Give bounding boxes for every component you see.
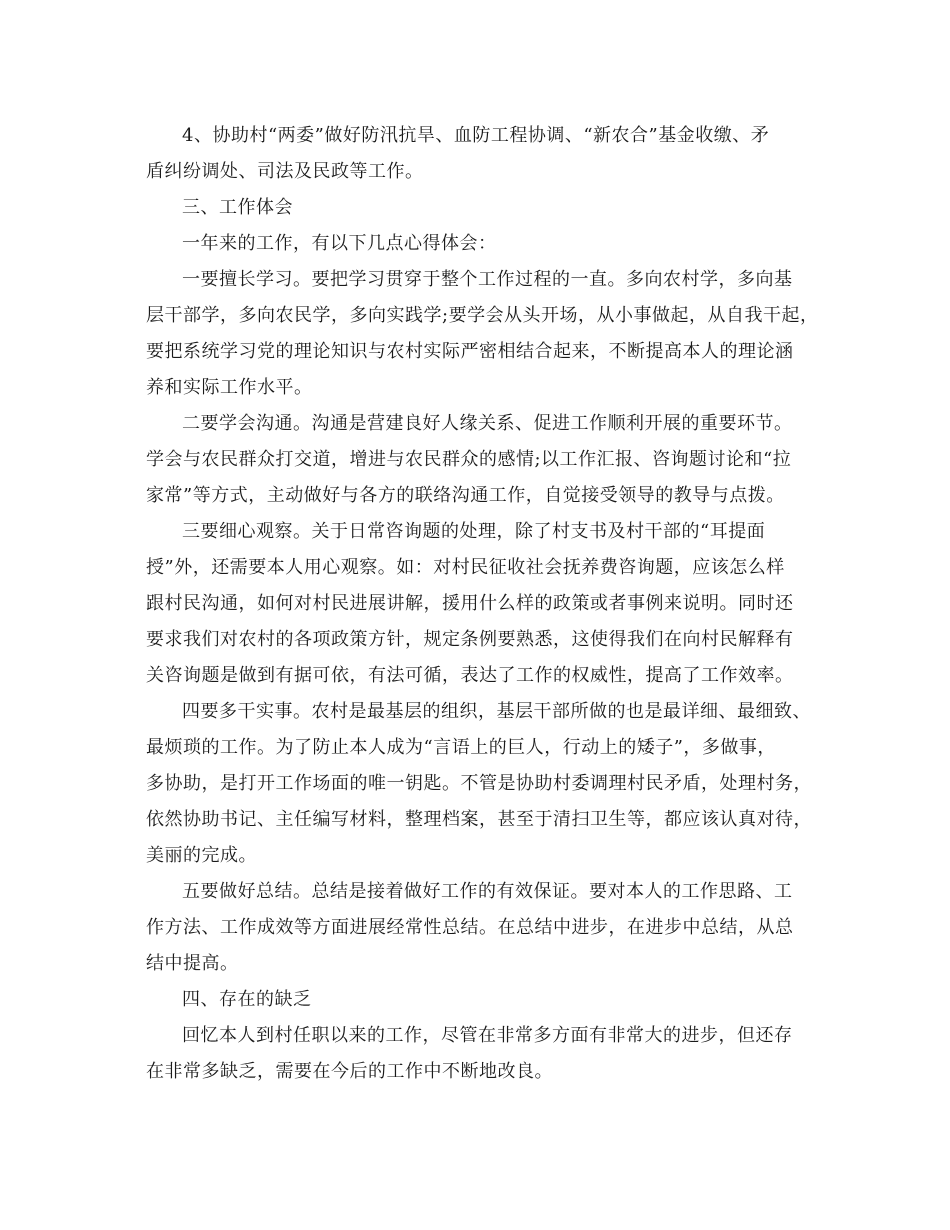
text-line: 要求我们对农村的各项政策方针，规定条例要熟悉，这使得我们在向村民解释有 bbox=[146, 629, 794, 650]
text-line: 授”外，还需要本人用心观察。如：对村民征收社会抚养费咨询题，应该怎么样 bbox=[146, 557, 785, 578]
text-line: 学会与农民群众打交道，增进与农民群众的感情;以工作汇报、咨询题讨论和“拉 bbox=[146, 449, 792, 470]
text-line: 结中提高。 bbox=[146, 953, 239, 974]
text-line: 盾纠纷调处、司法及民政等工作。 bbox=[146, 161, 424, 182]
text-line: 多协助，是打开工作场面的唯一钥匙。不管是协助村委调理村民矛盾，处理村务， bbox=[146, 773, 812, 794]
text-line: 层干部学，多向农民学，多向实践学;要学会从头开场，从小事做起，从自我干起， bbox=[146, 305, 819, 326]
text-line: 家常”等方式，主动做好与各方的联络沟通工作，自觉接受领导的教导与点拨。 bbox=[146, 485, 785, 506]
text-line: 跟村民沟通，如何对村民进展讲解，援用什么样的政策或者事例来说明。同时还 bbox=[146, 593, 794, 614]
text-line: 一年来的工作，有以下几点心得体会： bbox=[182, 233, 497, 254]
text-line: 五要做好总结。总结是接着做好工作的有效保证。要对本人的工作思路、工 bbox=[182, 881, 793, 902]
section-heading: 四、存在的缺乏 bbox=[182, 989, 312, 1010]
text-line: 四要多干实事。农村是最基层的组织，基层干部所做的也是最详细、最细致、 bbox=[182, 701, 811, 722]
text-line: 在非常多缺乏，需要在今后的工作中不断地改良。 bbox=[146, 1061, 553, 1082]
text-line: 养和实际工作水平。 bbox=[146, 377, 313, 398]
text-line: 三要细心观察。关于日常咨询题的处理，除了村支书及村干部的“耳提面 bbox=[182, 521, 766, 542]
text-line: 作方法、工作成效等方面进展经常性总结。在总结中进步，在进步中总结，从总 bbox=[146, 917, 794, 938]
text-line: 回忆本人到村任职以来的工作，尽管在非常多方面有非常大的进步，但还存 bbox=[182, 1025, 793, 1046]
text-line: 4、协助村“两委”做好防汛抗旱、血防工程协调、“新农合”基金收缴、矛 bbox=[182, 125, 770, 146]
section-heading: 三、工作体会 bbox=[182, 197, 293, 218]
document-body bbox=[146, 118, 826, 1090]
text-line: 二要学会沟通。沟通是营建良好人缘关系、促进工作顺利开展的重要环节。 bbox=[182, 413, 793, 434]
text-line: 最烦琐的工作。为了防止本人成为“言语上的巨人，行动上的矮子”，多做事， bbox=[146, 737, 776, 758]
text-line: 美丽的完成。 bbox=[146, 845, 257, 866]
text-line: 依然协助书记、主任编写材料，整理档案，甚至于清扫卫生等，都应该认真对待， bbox=[146, 809, 812, 830]
text-line: 要把系统学习党的理论知识与农村实际严密相结合起来，不断提高本人的理论涵 bbox=[146, 341, 794, 362]
text-line: 一要擅长学习。要把学习贯穿于整个工作过程的一直。多向农村学，多向基 bbox=[182, 269, 793, 290]
text-line: 关咨询题是做到有据可依，有法可循，表达了工作的权威性，提高了工作效率。 bbox=[146, 665, 794, 686]
